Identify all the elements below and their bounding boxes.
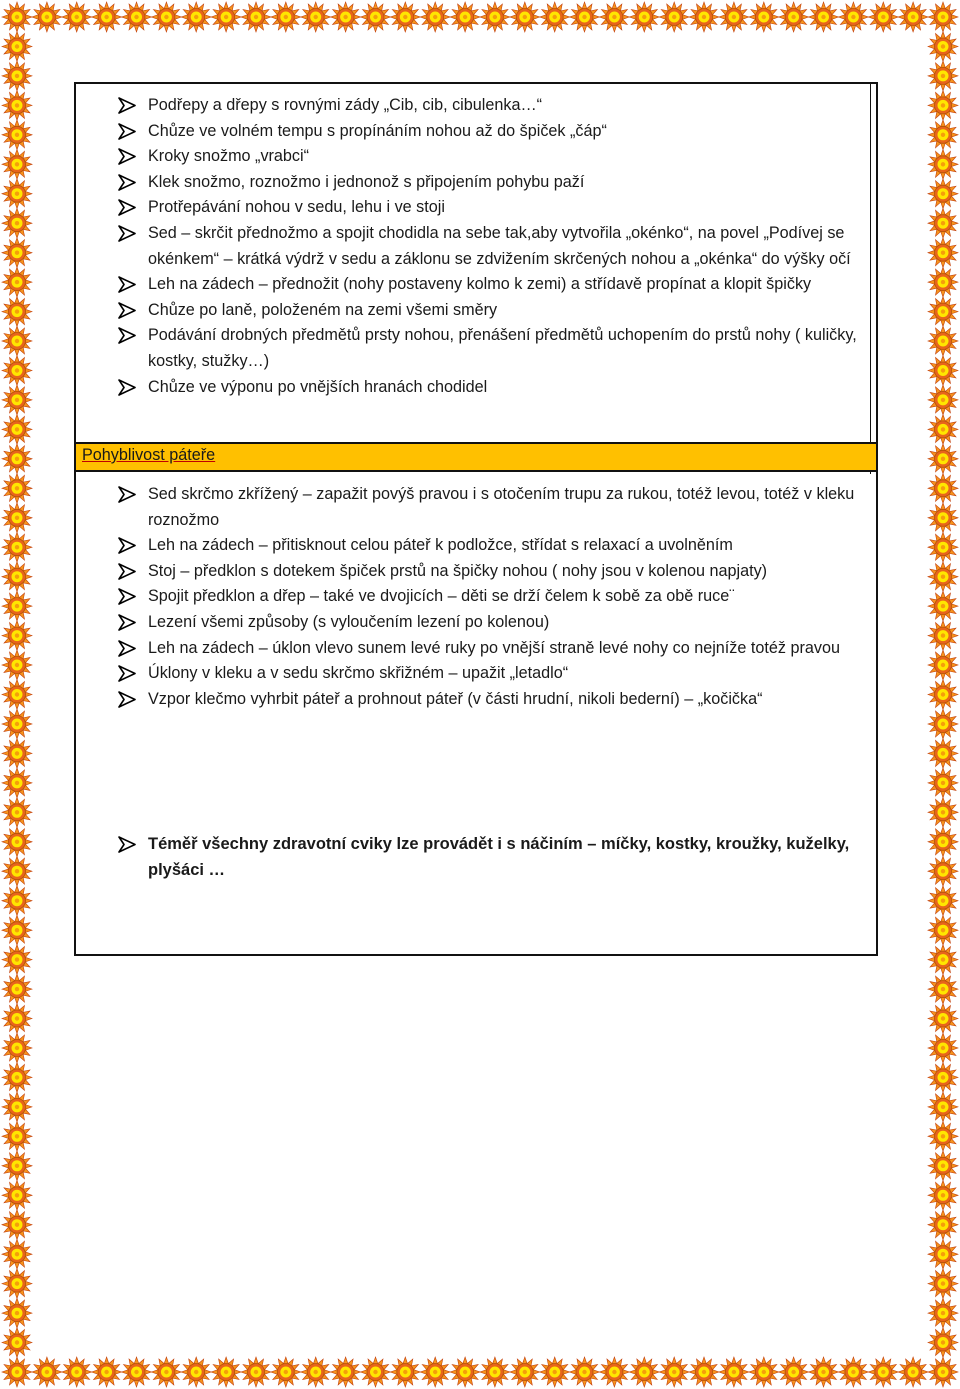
sun-icon [2, 267, 32, 297]
sun-icon [779, 2, 809, 32]
sun-icon [868, 2, 898, 32]
sun-icon [241, 1357, 271, 1387]
sun-icon [390, 1357, 420, 1387]
sun-icon [2, 90, 32, 120]
sun-icon [2, 591, 32, 621]
section-header [76, 442, 878, 472]
sun-icon [2, 444, 32, 474]
sun-icon [2, 503, 32, 533]
sun-icon [928, 444, 958, 474]
sun-icon [2, 886, 32, 916]
sun-icon [2, 1357, 32, 1387]
sun-icon [2, 356, 32, 386]
sun-icon [898, 2, 928, 32]
arrowhead-bullet-icon [118, 276, 136, 293]
sun-icon [2, 2, 32, 32]
sun-icon [2, 856, 32, 886]
sun-icon [2, 1269, 32, 1299]
sun-icon [689, 1357, 719, 1387]
sun-icon [361, 1357, 391, 1387]
list-item-text: Chůze ve výponu po vnějších hranách chodidel [148, 377, 488, 396]
sun-icon [2, 945, 32, 975]
sun-icon [629, 1357, 659, 1387]
sun-icon [2, 650, 32, 680]
sun-icon [749, 1357, 779, 1387]
list-item [76, 272, 876, 298]
sun-icon [928, 1328, 958, 1358]
sun-icon [2, 915, 32, 945]
exercise-document [74, 82, 878, 956]
sun-icon [928, 562, 958, 592]
sun-icon [749, 2, 779, 32]
sun-icon [570, 1357, 600, 1387]
sun-icon [659, 1357, 689, 1387]
list-item [76, 93, 876, 119]
arrowhead-bullet-icon [118, 588, 136, 605]
sun-icon [928, 621, 958, 651]
sun-icon [928, 267, 958, 297]
sun-icon [450, 1357, 480, 1387]
sun-icon [2, 562, 32, 592]
sun-icon [928, 1151, 958, 1181]
sun-icon [2, 414, 32, 444]
sun-icon [928, 61, 958, 91]
list-item [76, 533, 876, 559]
list-item-text: Leh na zádech – přitisknout celou páteř k podložce, střídat s relaxací a uvolněním [148, 536, 733, 555]
sun-icon [928, 1121, 958, 1151]
arrowhead-bullet-icon [118, 836, 136, 853]
sun-icon [480, 1357, 510, 1387]
sun-icon [271, 1357, 301, 1387]
sun-icon [928, 1033, 958, 1063]
sun-icon [689, 2, 719, 32]
sun-icon [211, 1357, 241, 1387]
sun-icon [928, 886, 958, 916]
sun-icon [2, 621, 32, 651]
sun-icon [2, 297, 32, 327]
arrowhead-bullet-icon [118, 614, 136, 631]
sun-icon [570, 2, 600, 32]
arrowhead-bullet-icon [118, 486, 136, 503]
sun-icon [928, 680, 958, 710]
list-item-text: Kroky snožmo „vrabci“ [148, 147, 310, 166]
note-item [76, 832, 876, 883]
sun-icon [928, 238, 958, 268]
sun-icon [928, 208, 958, 238]
arrowhead-bullet-icon [118, 148, 136, 165]
sun-icon [928, 1180, 958, 1210]
list-item [76, 298, 876, 324]
sun-icon [629, 2, 659, 32]
sun-icon [510, 2, 540, 32]
list-item-text: Chůze po laně, položeném na zemi všemi směry [148, 300, 498, 319]
list-item [76, 584, 876, 610]
sun-icon [2, 709, 32, 739]
sun-icon [2, 208, 32, 238]
sun-icon [301, 2, 331, 32]
sun-icon [928, 532, 958, 562]
list-item [76, 144, 876, 170]
list-item-text: Podřepy a dřepy s rovnými zády „Cib, cib, cibulenka…“ [148, 96, 543, 114]
list-item-text: Úklony v kleku a v sedu skrčmo skřižném – upažit „letadlo“ [148, 664, 569, 683]
sun-icon [62, 2, 92, 32]
sun-icon [928, 827, 958, 857]
list-item-text: Vzpor klečmo vyhrbit páteř a prohnout páteř (v části hrudní, nikoli bederní) – „kočička“ [148, 689, 763, 708]
sun-icon [928, 120, 958, 150]
sun-icon [2, 768, 32, 798]
sun-icon [32, 2, 62, 32]
sun-icon [241, 2, 271, 32]
note-list [76, 832, 876, 883]
arrowhead-bullet-icon [118, 225, 136, 242]
sun-icon [928, 974, 958, 1004]
sun-icon [151, 2, 181, 32]
sun-icon [92, 2, 122, 32]
list-item-text: Leh na zádech – přednožit (nohy postaveny kolmo k zemi) a střídavě propínat a klopit špičky [148, 275, 812, 294]
sun-icon [928, 915, 958, 945]
arrowhead-bullet-icon [118, 640, 136, 657]
sun-icon [301, 1357, 331, 1387]
sun-icon [868, 1357, 898, 1387]
sun-icon [2, 238, 32, 268]
sun-icon [838, 1357, 868, 1387]
sun-icon [2, 1210, 32, 1240]
sun-icon [32, 1357, 62, 1387]
sun-icon [928, 32, 958, 62]
sun-icon [122, 2, 152, 32]
sun-icon [2, 1151, 32, 1181]
arrowhead-bullet-icon [118, 563, 136, 580]
sun-icon [2, 1121, 32, 1151]
sun-icon [928, 738, 958, 768]
sun-icon [659, 2, 689, 32]
list-item-text: Lezení všemi způsoby (s vyloučením lezení po kolenou) [148, 612, 550, 631]
sun-icon [181, 1357, 211, 1387]
sun-icon [2, 532, 32, 562]
arrowhead-bullet-icon [118, 691, 136, 708]
sun-icon [2, 974, 32, 1004]
list-item-text: Sed – skrčit přednožmo a spojit chodidla na sebe tak,aby vytvořila „okénko“, na povel „Podívej se okénkem“ – krátká výdrž v sedu a záklonu se zdvižením skrčených nohou a „okénka“ do výšky očí [148, 223, 851, 268]
sun-icon [540, 1357, 570, 1387]
list-item-text: Chůze ve volném tempu s propínáním nohou až do špiček „čáp“ [148, 121, 607, 140]
sun-icon [599, 2, 629, 32]
sun-icon [2, 61, 32, 91]
arrowhead-bullet-icon [118, 537, 136, 554]
sun-icon [928, 709, 958, 739]
list-item-text: Podávání drobných předmětů prsty nohou, přenášení předmětů uchopením do prstů nohy ( kuličky, kostky, stužky…) [148, 326, 857, 370]
sun-icon [928, 2, 958, 32]
sun-icon [2, 738, 32, 768]
sun-icon [928, 326, 958, 356]
sun-icon [331, 1357, 361, 1387]
sun-icon [2, 120, 32, 150]
sun-icon [779, 1357, 809, 1387]
list-item-text: Protřepávání nohou v sedu, lehu i ve stoji [148, 198, 445, 217]
sun-icon [331, 2, 361, 32]
sun-icon [2, 797, 32, 827]
sun-icon [420, 2, 450, 32]
arrowhead-bullet-icon [118, 302, 136, 319]
sun-icon [390, 2, 420, 32]
sun-icon [928, 179, 958, 209]
sun-icon [420, 1357, 450, 1387]
list-item-text: Sed skrčmo zkřížený – zapažit povýš pravou i s otočením trupu za rukou, totéž levou, totéž v kleku roznožmo [148, 485, 855, 529]
list-item [76, 323, 876, 374]
sun-icon [2, 827, 32, 857]
sun-icon [181, 2, 211, 32]
sun-icon [540, 2, 570, 32]
sun-icon [2, 385, 32, 415]
arrowhead-bullet-icon [118, 97, 136, 114]
sun-icon [2, 473, 32, 503]
list-item [76, 610, 876, 636]
arrowhead-bullet-icon [118, 379, 136, 396]
list-item [76, 482, 876, 533]
list-item [76, 687, 876, 713]
sun-icon [928, 797, 958, 827]
arrowhead-bullet-icon [118, 123, 136, 140]
list-item [76, 636, 876, 662]
section-title: Pohyblivost páteře [82, 446, 216, 464]
sun-icon [719, 1357, 749, 1387]
sun-icon [928, 90, 958, 120]
note-text: Téměř všechny zdravotní cviky lze provádět i s náčiním – míčky, kostky, kroužky, kuželky, plyšáci … [148, 835, 850, 879]
sun-icon [928, 945, 958, 975]
sun-icon [928, 1269, 958, 1299]
sun-icon [599, 1357, 629, 1387]
sun-icon [928, 356, 958, 386]
sun-icon [809, 1357, 839, 1387]
sun-icon [928, 1298, 958, 1328]
sun-icon [719, 2, 749, 32]
sun-icon [2, 1328, 32, 1358]
sun-icon [2, 1033, 32, 1063]
sun-icon [122, 1357, 152, 1387]
sun-icon [271, 2, 301, 32]
sun-icon [92, 1357, 122, 1387]
sun-icon [211, 2, 241, 32]
sun-icon [928, 591, 958, 621]
sun-icon [928, 414, 958, 444]
sun-icon [898, 1357, 928, 1387]
sun-icon [450, 2, 480, 32]
arrowhead-bullet-icon [118, 665, 136, 682]
arrowhead-bullet-icon [118, 199, 136, 216]
list-item-text: Leh na zádech – úklon vlevo sunem levé ruky po vnější straně levé nohy co nejníže totéž pravou [148, 638, 840, 657]
sun-icon [928, 149, 958, 179]
list-item-text: Klek snožmo, roznožmo i jednonož s připojením pohybu paží [148, 172, 585, 191]
list-item [76, 170, 876, 196]
list-item [76, 119, 876, 145]
sun-icon [928, 1239, 958, 1269]
sun-icon [928, 503, 958, 533]
list-item-text: Stoj – předklon s dotekem špiček prstů na špičky nohou ( nohy jsou v kolenou napjaty) [148, 561, 768, 580]
sun-icon [151, 1357, 181, 1387]
sun-icon [2, 1239, 32, 1269]
sun-icon [928, 1092, 958, 1122]
sun-icon [928, 650, 958, 680]
arrowhead-bullet-icon [118, 327, 136, 344]
sun-icon [928, 1210, 958, 1240]
list-item [76, 559, 876, 585]
sun-icon [2, 1004, 32, 1034]
sun-icon [2, 326, 32, 356]
sun-icon [2, 179, 32, 209]
list-item-text: Spojit předklon a dřep – také ve dvojicích – děti se drží čelem k sobě za obě ruce¨ [148, 587, 735, 606]
sun-icon [928, 1357, 958, 1387]
sun-icon [2, 680, 32, 710]
sun-icon [838, 2, 868, 32]
list-item [76, 661, 876, 687]
sun-icon [2, 1298, 32, 1328]
sun-icon [928, 473, 958, 503]
arrowhead-bullet-icon [118, 174, 136, 191]
sun-icon [809, 2, 839, 32]
sun-icon [928, 385, 958, 415]
sun-icon [361, 2, 391, 32]
sun-icon [928, 856, 958, 886]
sun-icon [2, 1092, 32, 1122]
list-item [76, 195, 876, 221]
sun-icon [928, 1062, 958, 1092]
sun-icon [510, 1357, 540, 1387]
list-item [76, 375, 876, 401]
sun-icon [928, 768, 958, 798]
sun-icon [928, 297, 958, 327]
section-2-list [76, 482, 876, 712]
sun-icon [928, 1004, 958, 1034]
sun-icon [480, 2, 510, 32]
sun-icon [2, 149, 32, 179]
sun-icon [62, 1357, 92, 1387]
sun-icon [2, 32, 32, 62]
list-item [76, 221, 876, 272]
sun-icon [2, 1180, 32, 1210]
section-1-list [76, 93, 876, 400]
sun-icon [2, 1062, 32, 1092]
